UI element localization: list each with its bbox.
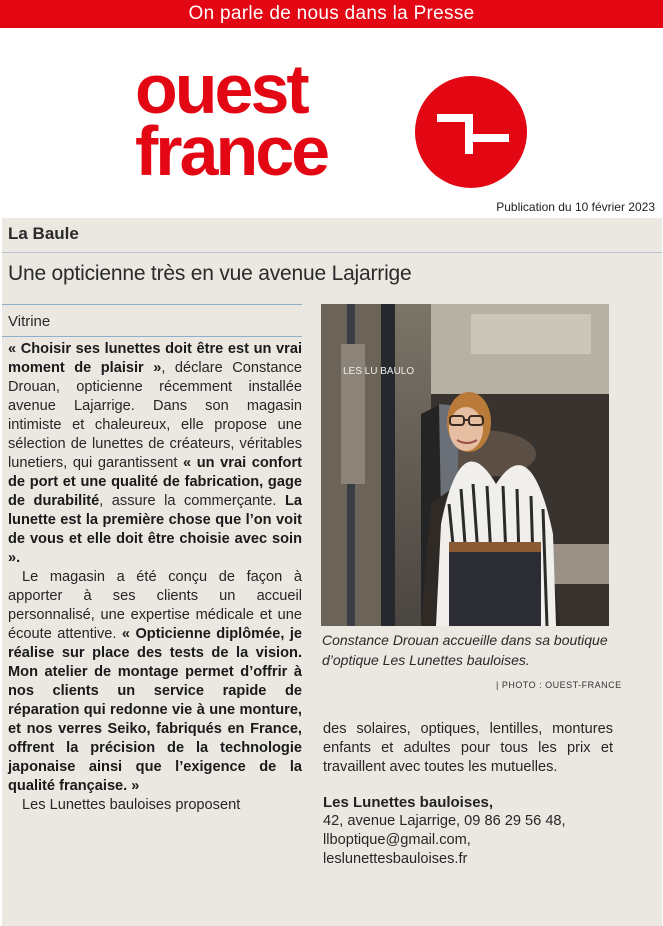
body-text: , assure la commerçante.: [99, 493, 285, 509]
divider: [2, 252, 662, 253]
paragraph-2: [8, 568, 302, 796]
paragraph-3: [8, 796, 302, 815]
quote-bold: La lunette est la première chose que l’on voit de vous et elle doit être choisie avec soin ».: [8, 493, 302, 566]
photo-credit: | PHOTO : OUEST-FRANCE: [496, 680, 622, 690]
divider: [2, 336, 302, 337]
banner-text: On parle de nous dans la Presse: [188, 3, 475, 24]
logo-word-france: france: [135, 112, 328, 190]
article-headline: Une opticienne très en vue avenue Lajarrige: [8, 262, 412, 285]
paragraph-1: [8, 340, 302, 568]
article-city: La Baule: [8, 224, 79, 243]
quote-bold: « Choisir ses lunettes doit être est un vrai moment de plaisir »: [8, 341, 302, 376]
newspaper-clipping: [2, 218, 662, 926]
article-right-column: [323, 720, 613, 869]
photo-caption: Constance Drouan accueille dans sa boutique d’optique Les Lunettes bauloises.: [322, 632, 608, 668]
press-banner: [0, 0, 663, 28]
article-kicker: Vitrine: [8, 313, 51, 330]
body-text: Le magasin a été conçu de façon à apporter à ses clients un accueil personnalisé, une expertise médicale et une écoute attentive.: [8, 569, 302, 642]
shop-sign-text: LES LU BAULO: [343, 366, 415, 377]
logo-word-ouest: ouest: [135, 50, 307, 128]
divider: [2, 304, 302, 305]
body-text: Les Lunettes bauloises proposent: [22, 797, 241, 813]
logo-circle-icon: [415, 76, 527, 188]
shop-name: Les Lunettes bauloises,: [323, 794, 494, 811]
shop-email: llboptique@gmail.com,: [323, 832, 471, 848]
article-left-column: [8, 340, 302, 815]
spacer: [323, 777, 613, 793]
body-text: , déclare Constance Drouan, opticienne récemment installée avenue Lajarrige. Dans son magasin intimiste et chaleureux, elle propose une sélection de lunettes de créateurs, véritables lunetiers, qui garantissent: [8, 360, 302, 471]
shop-address: 42, avenue Lajarrige, 09 86 29 56 48,: [323, 813, 566, 829]
publication-date: Publication du 10 février 2023: [496, 200, 655, 214]
quote-bold: « Opticienne diplômée, je réalise sur place des tests de la vision. Mon atelier de montage permet d’offrir à nos clients un service rapide de réparation qui redonne vie à une monture, et nos verres Seiko, fabriqués en France, offrent la précision de la technologie japonaise ainsi que l’exigence de la qualité française. »: [8, 626, 303, 794]
shop-website: leslunettesbauloises.fr: [323, 851, 468, 867]
article-photo: [321, 304, 609, 626]
ouest-france-logo: [130, 50, 540, 196]
continuation-text: des solaires, optiques, lentilles, montures enfants et adultes pour tous les prix et travaillent avec toutes les mutuelles.: [323, 721, 613, 775]
quote-bold: « un vrai confort de port et une qualité de fabrication, gage de durabilité: [8, 455, 302, 509]
shop-photo-illustration: [321, 304, 609, 626]
